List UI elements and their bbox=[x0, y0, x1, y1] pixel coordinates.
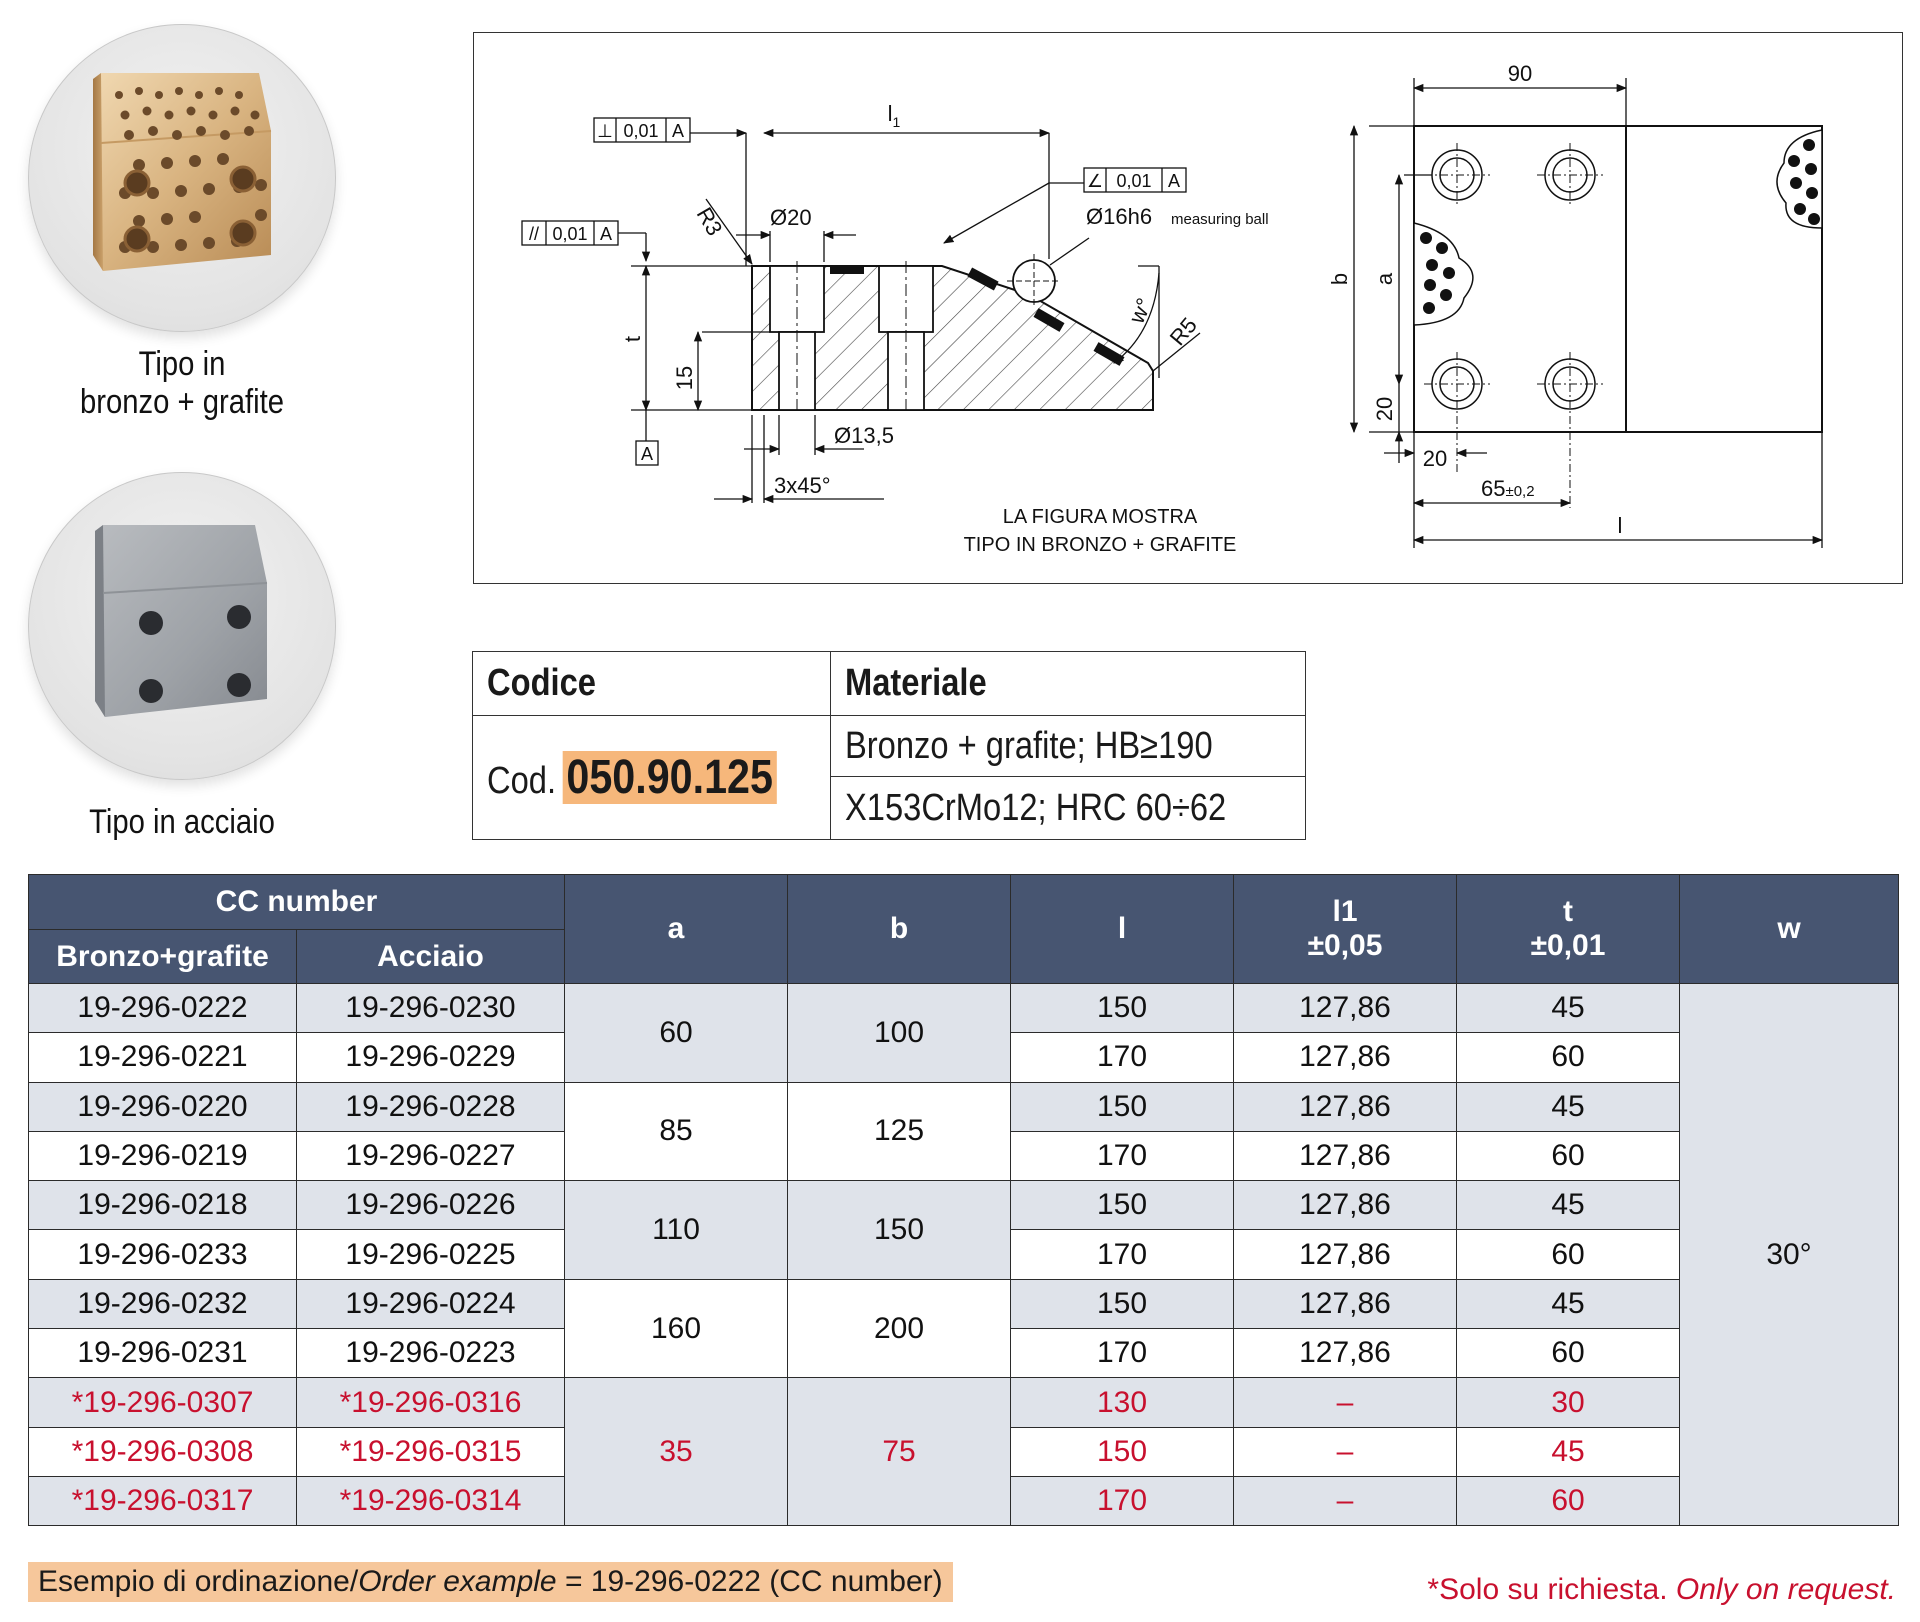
perp-tolerance: 0,01 bbox=[623, 121, 659, 141]
parallel-datum: A bbox=[599, 224, 613, 244]
l1-cell: 127,86 bbox=[1234, 1131, 1457, 1180]
a-label: a bbox=[1372, 272, 1397, 286]
code-value bbox=[487, 750, 776, 805]
l-cell: 170 bbox=[1011, 1476, 1234, 1525]
w-header: w bbox=[1680, 875, 1899, 984]
dim20-vertical-label: 20 bbox=[1372, 396, 1397, 422]
material-bronze: Bronzo + grafite; HB≥190 bbox=[845, 724, 1213, 767]
code-cell bbox=[473, 716, 831, 839]
l-cell: 170 bbox=[1011, 1033, 1234, 1082]
l1-subscript: 1 bbox=[892, 114, 901, 130]
perp-datum: A bbox=[671, 121, 685, 141]
bronzo-cell: *19-296-0317 bbox=[29, 1476, 297, 1525]
dim65-value: 65 bbox=[1481, 476, 1506, 501]
material-steel-cell bbox=[831, 777, 1305, 839]
t-cell: 45 bbox=[1457, 1181, 1680, 1230]
dimensions-table bbox=[28, 874, 1899, 1526]
acciaio-cell: 19-296-0223 bbox=[297, 1329, 565, 1378]
acciaio-cell: 19-296-0228 bbox=[297, 1082, 565, 1131]
l-cell: 170 bbox=[1011, 1230, 1234, 1279]
l1-main: l bbox=[887, 101, 893, 126]
r3-label: R3 bbox=[691, 203, 728, 240]
l1-cell: 127,86 bbox=[1234, 1181, 1457, 1230]
t-header-label: t bbox=[1563, 895, 1573, 928]
t-cell: 60 bbox=[1457, 1033, 1680, 1082]
acciaio-cell: *19-296-0315 bbox=[297, 1427, 565, 1476]
angle-datum: A bbox=[1167, 171, 1181, 191]
code-prefix: Cod. bbox=[487, 760, 557, 802]
b-header: b bbox=[788, 875, 1011, 984]
l-cell: 150 bbox=[1011, 1427, 1234, 1476]
material-bronze-cell bbox=[831, 716, 1305, 777]
l1-header-tol: ±0,05 bbox=[1307, 929, 1383, 962]
l-cell: 170 bbox=[1011, 1329, 1234, 1378]
order-example-italic: Order example bbox=[358, 1565, 557, 1598]
on-request-note bbox=[1427, 1570, 1896, 1610]
table-row bbox=[29, 1279, 1899, 1328]
bronzo-cell: 19-296-0221 bbox=[29, 1033, 297, 1082]
order-example-prefix: Esempio di ordinazione/ bbox=[38, 1565, 359, 1598]
angle-symbol: ∠ bbox=[1086, 171, 1104, 191]
bronzo-cell: 19-296-0218 bbox=[29, 1181, 297, 1230]
w-angle-label: w° bbox=[1123, 294, 1157, 328]
l1-dimension bbox=[888, 101, 901, 130]
l-cell: 170 bbox=[1011, 1131, 1234, 1180]
code-header bbox=[473, 652, 831, 716]
t-cell: 45 bbox=[1457, 1279, 1680, 1328]
l1-cell: 127,86 bbox=[1234, 1033, 1457, 1082]
l1-cell: 127,86 bbox=[1234, 984, 1457, 1033]
dim65-label bbox=[1481, 476, 1535, 501]
t-cell: 60 bbox=[1457, 1131, 1680, 1180]
acciaio-cell: *19-296-0316 bbox=[297, 1378, 565, 1427]
l-cell: 130 bbox=[1011, 1378, 1234, 1427]
table-row-on-request bbox=[29, 1378, 1899, 1427]
l1-cell: – bbox=[1234, 1476, 1457, 1525]
bronze-caption-line2: bronzo + grafite bbox=[79, 383, 284, 421]
figure-note-line1: LA FIGURA MOSTRA bbox=[1002, 506, 1198, 528]
datum-a-label: A bbox=[640, 444, 654, 464]
code-header-text: Codice bbox=[487, 662, 596, 704]
l-cell: 150 bbox=[1011, 1181, 1234, 1230]
a-cell: 160 bbox=[565, 1279, 788, 1378]
measuring-ball-label: measuring ball bbox=[1171, 211, 1269, 228]
bronzo-cell: 19-296-0219 bbox=[29, 1131, 297, 1180]
technical-drawing bbox=[473, 32, 1903, 584]
bronze-caption-line1: Tipo in bbox=[138, 345, 226, 383]
on-request-prefix: *Solo su richiesta. bbox=[1427, 1573, 1676, 1606]
top-view bbox=[1414, 126, 1822, 508]
material-header bbox=[831, 652, 1305, 716]
cc-number-header: CC number bbox=[29, 875, 565, 930]
a-cell: 35 bbox=[565, 1378, 788, 1526]
dim65-tolerance: ±0,2 bbox=[1505, 483, 1535, 500]
acciaio-cell: 19-296-0230 bbox=[297, 984, 565, 1033]
bronzo-cell: 19-296-0231 bbox=[29, 1329, 297, 1378]
l-label: l bbox=[1617, 513, 1623, 538]
t-header bbox=[1457, 875, 1680, 984]
figure-note-line2: TIPO IN BRONZO + GRAFITE bbox=[963, 534, 1237, 556]
parallel-tolerance: 0,01 bbox=[552, 224, 588, 244]
angle-tolerance: 0,01 bbox=[1116, 171, 1152, 191]
acciaio-cell: 19-296-0227 bbox=[297, 1131, 565, 1180]
material-header-text: Materiale bbox=[845, 662, 987, 704]
b-cell: 125 bbox=[788, 1082, 1011, 1181]
d13-5-label: Ø13,5 bbox=[834, 423, 894, 448]
t-label: t bbox=[620, 335, 645, 343]
t-header-tol: ±0,01 bbox=[1530, 929, 1606, 962]
t-cell: 45 bbox=[1457, 1082, 1680, 1131]
l1-cell: 127,86 bbox=[1234, 1230, 1457, 1279]
w-cell: 30° bbox=[1680, 984, 1899, 1526]
table-row bbox=[29, 1181, 1899, 1230]
t-cell: 30 bbox=[1457, 1378, 1680, 1427]
l1-cell: 127,86 bbox=[1234, 1279, 1457, 1328]
r5-label: R5 bbox=[1164, 312, 1202, 351]
table-row bbox=[29, 1082, 1899, 1131]
steel-product-photo bbox=[28, 472, 336, 780]
acciaio-cell: 19-296-0225 bbox=[297, 1230, 565, 1279]
d16-label: Ø16h6 bbox=[1086, 204, 1153, 229]
l1-header-label: l1 bbox=[1332, 895, 1358, 928]
l-cell: 150 bbox=[1011, 1279, 1234, 1328]
bronze-type-caption bbox=[50, 345, 315, 421]
bronzo-cell: 19-296-0232 bbox=[29, 1279, 297, 1328]
bronze-graphite-product-photo bbox=[28, 24, 336, 332]
t-cell: 45 bbox=[1457, 1427, 1680, 1476]
b-cell: 150 bbox=[788, 1181, 1011, 1280]
on-request-italic: Only on request. bbox=[1675, 1573, 1896, 1606]
t-cell: 60 bbox=[1457, 1230, 1680, 1279]
b-cell: 100 bbox=[788, 984, 1011, 1083]
acciaio-cell: *19-296-0314 bbox=[297, 1476, 565, 1525]
a-cell: 110 bbox=[565, 1181, 788, 1280]
dim20-horizontal-label: 20 bbox=[1422, 446, 1448, 471]
dim90-label: 90 bbox=[1507, 61, 1533, 86]
order-example-suffix: = 19-296-0222 (CC number) bbox=[556, 1565, 943, 1598]
l-cell: 150 bbox=[1011, 984, 1234, 1033]
l-header: l bbox=[1011, 875, 1234, 984]
a-cell: 85 bbox=[565, 1082, 788, 1181]
l1-cell: – bbox=[1234, 1427, 1457, 1476]
t-cell: 60 bbox=[1457, 1329, 1680, 1378]
steel-block-image bbox=[29, 473, 337, 781]
code-highlight: 050.90.125 bbox=[563, 751, 776, 804]
acciaio-cell: 19-296-0226 bbox=[297, 1181, 565, 1230]
dim15-label: 15 bbox=[672, 365, 697, 391]
bronzo-cell: *19-296-0308 bbox=[29, 1427, 297, 1476]
acciaio-header: Acciaio bbox=[297, 930, 565, 984]
bronzo-header: Bronzo+grafite bbox=[29, 930, 297, 984]
order-example bbox=[28, 1562, 953, 1602]
side-profile bbox=[752, 254, 1153, 415]
drawing-svg bbox=[474, 33, 1904, 585]
b-label: b bbox=[1327, 272, 1352, 286]
b-cell: 200 bbox=[788, 1279, 1011, 1378]
bronzo-cell: 19-296-0222 bbox=[29, 984, 297, 1033]
table-header-row bbox=[29, 875, 1899, 930]
acciaio-cell: 19-296-0229 bbox=[297, 1033, 565, 1082]
l1-header bbox=[1234, 875, 1457, 984]
l1-cell: 127,86 bbox=[1234, 1082, 1457, 1131]
d20-label: Ø20 bbox=[770, 205, 812, 230]
l1-cell: 127,86 bbox=[1234, 1329, 1457, 1378]
steel-type-caption: Tipo in acciaio bbox=[89, 803, 275, 841]
perp-symbol: ⊥ bbox=[597, 121, 613, 141]
parallel-symbol: // bbox=[528, 224, 540, 244]
bronze-block-image bbox=[29, 25, 337, 333]
bronzo-cell: *19-296-0307 bbox=[29, 1378, 297, 1427]
a-header: a bbox=[565, 875, 788, 984]
material-table bbox=[472, 651, 1306, 840]
l1-cell: – bbox=[1234, 1378, 1457, 1427]
bronzo-cell: 19-296-0220 bbox=[29, 1082, 297, 1131]
bronzo-cell: 19-296-0233 bbox=[29, 1230, 297, 1279]
chamfer-label: 3x45° bbox=[774, 473, 831, 498]
acciaio-cell: 19-296-0224 bbox=[297, 1279, 565, 1328]
a-cell: 60 bbox=[565, 984, 788, 1083]
table-row bbox=[29, 984, 1899, 1033]
l-cell: 150 bbox=[1011, 1082, 1234, 1131]
t-cell: 60 bbox=[1457, 1476, 1680, 1525]
material-steel: X153CrMo12; HRC 60÷62 bbox=[845, 786, 1227, 829]
b-cell: 75 bbox=[788, 1378, 1011, 1526]
t-cell: 45 bbox=[1457, 984, 1680, 1033]
